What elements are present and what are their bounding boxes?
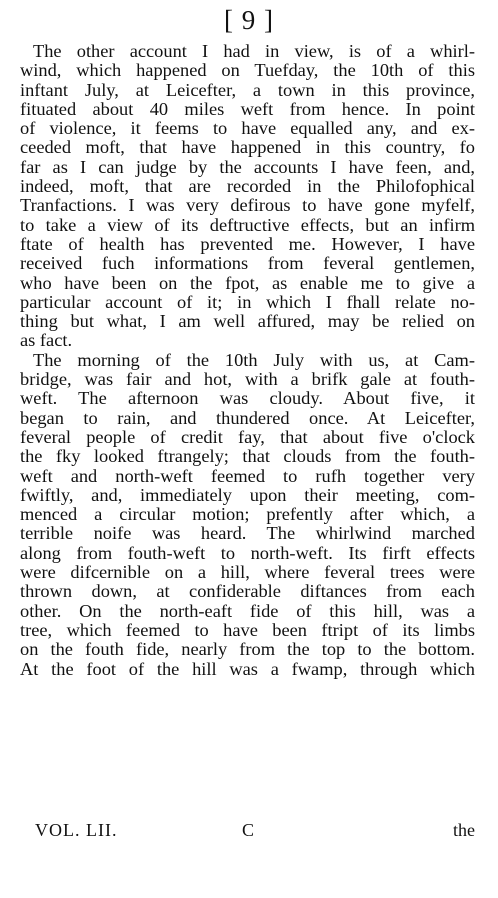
text-line: received fuch informations from feveral gentlemen, [20, 253, 475, 274]
text-line: began to rain, and thundered once. At Leicefter, [20, 407, 475, 428]
text-line: indeed, moft, that are recorded in the Philofophical [20, 176, 475, 197]
signature-mark: C [242, 820, 255, 840]
text-line: fituated about 40 miles weft from hence. In point [20, 98, 475, 119]
text-line: tree, which feemed to have been ftript of its limbs [20, 619, 475, 640]
text-line: as fact. [20, 330, 73, 351]
text-line: weft. The afternoon was cloudy. About five, it [20, 388, 475, 409]
text-line: thrown down, at confiderable diftances from each [20, 581, 475, 602]
text-line: ceeded moft, that have happened in this country, fo [20, 137, 475, 158]
text-line: inftant July, at Leicefter, a town in this province, [20, 79, 475, 100]
text-line: of violence, it feems to have equalled any, and ex- [20, 118, 475, 139]
text-line: terrible noife was heard. The whirlwind marched [20, 523, 475, 544]
page-number: [ 9 ] [224, 5, 274, 35]
text-line: weft and north-weft feemed to rufh together very [20, 465, 475, 486]
text-line: were difcernible on a hill, where feveral trees were [20, 562, 475, 583]
text-line: wind, which happened on Tuefday, the 10th of this [20, 60, 475, 81]
text-line: thing but what, I am well affured, may be relied on [20, 311, 475, 332]
page-footer [35, 819, 475, 841]
text-line: particular account of it; in which I fhall relate no- [20, 291, 475, 312]
text-line: on the fouth fide, nearly from the top to the bottom. [20, 639, 475, 660]
text-line: At the foot of the hill was a fwamp, through which [20, 658, 475, 679]
text-line: far as I can judge by the accounts I have feen, and, [20, 156, 475, 177]
volume-label: VOL. LII. [35, 820, 118, 840]
text-line: bridge, was fair and hot, with a brifk gale at fouth- [20, 369, 475, 390]
text-line: ftate of health has prevented me. However, I have [20, 233, 475, 254]
text-line: fwiftly, and, immediately upon their meeting, com- [20, 484, 475, 505]
body-text [20, 42, 475, 679]
text-line: to take a view of its deftructive effects, but an infirm [20, 214, 475, 235]
text-line: feveral people of credit fay, that about five o'clock [20, 426, 475, 447]
text-line: The other account I had in view, is of a whirl- [33, 41, 475, 61]
text-line: who have been on the fpot, as enable me to give a [20, 272, 475, 293]
text-line: Tranfactions. I was very defirous to have gone myfelf, [20, 195, 475, 216]
text-line: other. On the north-eaft fide of this hill, was a [20, 600, 475, 621]
catchword: the [453, 820, 475, 840]
text-line: menced a circular motion; prefently after which, a [20, 504, 475, 525]
text-line: along from fouth-weft to north-weft. Its firft effects [20, 542, 475, 563]
text-line: the fky looked ftrangely; that clouds from the fouth- [20, 446, 475, 467]
text-line: The morning of the 10th July with us, at Cam- [33, 349, 475, 370]
